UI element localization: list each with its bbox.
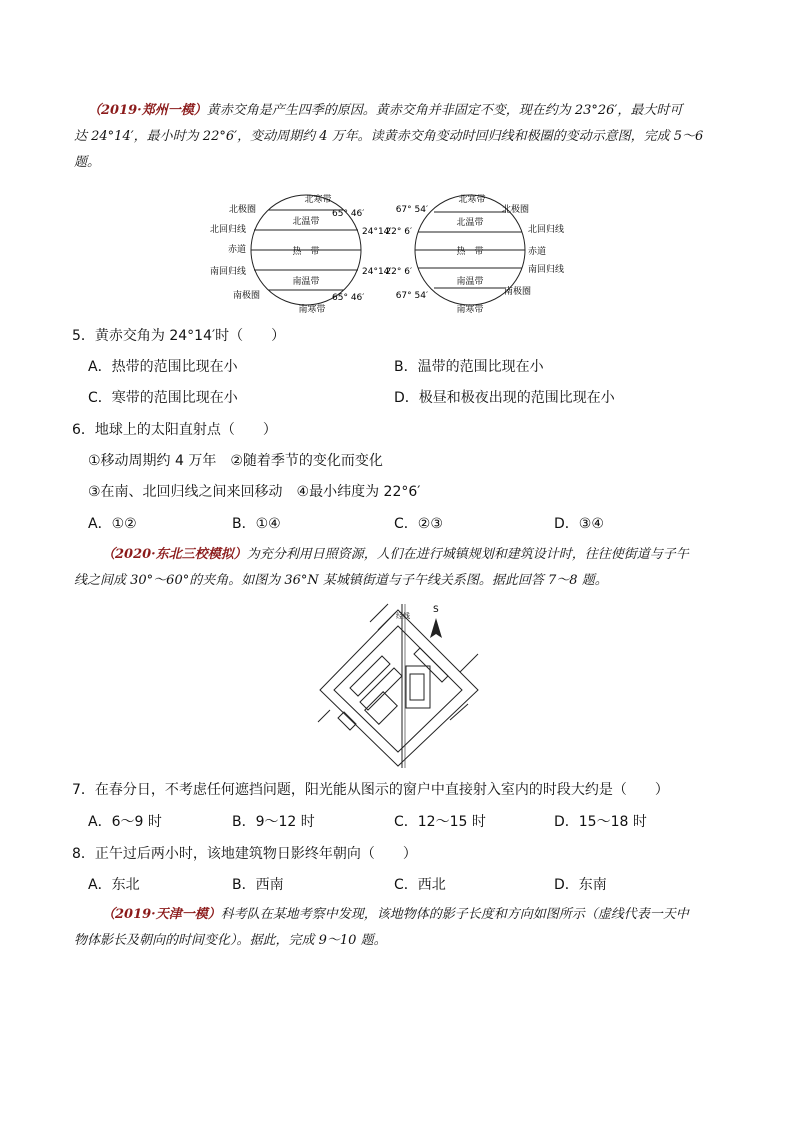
- angle-label: 24°14′: [362, 267, 392, 277]
- north-arrow-icon: [430, 605, 442, 638]
- north-label: S: [433, 605, 439, 615]
- zone-north-temperate: 北温带: [292, 217, 320, 227]
- q5-option-a: A．热带的范围比现在小: [88, 359, 238, 375]
- question-6-stem: 6．地球上的太阳直射点（ ）: [72, 422, 277, 438]
- question-8-stem: 8．正午过后两小时，该地建筑物日影终年朝向（ ）: [72, 846, 417, 862]
- label-tropic-cancer: 北回归线: [209, 225, 246, 235]
- label-tropic-capricorn: 南回归线: [528, 265, 565, 275]
- q6-option-a: A．①②: [88, 516, 137, 532]
- question-5-stem: 5．黄赤交角为 24°14′时（ ）: [72, 328, 286, 344]
- question-7-stem: 7．在春分日，不考虑任何遮挡问题，阳光能从图示的窗户中直接射入室内的时段大约是（ ）: [72, 782, 669, 798]
- label-antarctic-circle: 南极圈: [232, 291, 260, 301]
- q6-option-d: D．③④: [554, 516, 604, 532]
- angle-label: 67° 54′: [395, 291, 428, 301]
- intro-passage-2: （2020·东北三校模拟）为充分利用日照资源，人们在进行城镇规划和建筑设计时，往往使街道与子午 线之间成 30°～60°的夹角。如图为 36°N 某城镇街道与子午线关系图。据此回答 7～8 题。: [74, 547, 689, 588]
- angle-label: 24°14′: [362, 227, 392, 237]
- q8-option-d: D．东南: [554, 877, 607, 893]
- zone-north-frigid: 北寒带: [304, 195, 332, 205]
- label-arctic-circle: 北极圈: [502, 205, 530, 215]
- intro-passage-3: （2019·天津一模）科考队在某地考察中发现，该地物体的影子长度和方向如图所示（虚线代表一天中 物体影长及朝向的时间变化）。据此，完成 9～10 题。: [74, 907, 689, 948]
- label-tropic-cancer: 北回归线: [528, 225, 565, 235]
- intro-passage-1: （2019·郑州一模）黄赤交角是产生四季的原因。黄赤交角并非固定不变，现在约为 23°26′，最大时可 达 24°14′，最小时为 22°6′，变动周期约 4 万年。读黄赤交角变动时回归线和极圈的变动示意图，完成 5～6 题。: [74, 103, 704, 170]
- angle-label: 65° 46′: [332, 293, 365, 303]
- street-layout-figure: [310, 602, 490, 770]
- q5-option-c: C．寒带的范围比现在小: [88, 390, 238, 406]
- meridian-label: 经线: [396, 612, 410, 620]
- q6-option-b: B．①④: [232, 516, 281, 532]
- q8-option-c: C．西北: [394, 877, 446, 893]
- tilt-globes-figure: [209, 188, 580, 318]
- source-tag: （2019·天津一模）: [102, 907, 221, 922]
- angle-label: 65° 46′: [332, 209, 365, 219]
- source-tag: （2019·郑州一模）: [88, 103, 207, 118]
- q7-option-d: D．15～18 时: [554, 814, 647, 830]
- q7-option-a: A．6～9 时: [88, 814, 162, 830]
- label-antarctic-circle: 南极圈: [504, 287, 532, 297]
- q7-option-c: C．12～15 时: [394, 814, 486, 830]
- zone-south-temperate: 南温带: [292, 277, 320, 287]
- source-tag: （2020·东北三校模拟）: [102, 547, 247, 562]
- angle-label: 22° 6′: [385, 227, 412, 237]
- label-arctic-circle: 北极圈: [228, 205, 256, 215]
- label-equator: 赤道: [528, 247, 547, 257]
- label-tropic-capricorn: 南回归线: [209, 267, 246, 277]
- q5-option-b: B．温带的范围比现在小: [394, 359, 544, 375]
- zone-south-frigid: 南寒带: [298, 305, 326, 315]
- q5-option-d: D．极昼和极夜出现的范围比现在小: [394, 390, 615, 406]
- q8-option-a: A．东北: [88, 877, 140, 893]
- globe-left: [210, 193, 391, 315]
- zone-south-temperate: 南温带: [456, 277, 484, 287]
- zone-south-frigid: 南寒带: [456, 305, 484, 315]
- q7-option-b: B．9～12 时: [232, 814, 315, 830]
- globe-right: [385, 193, 564, 315]
- q8-option-b: B．西南: [232, 877, 284, 893]
- zone-north-frigid: 北寒带: [458, 195, 486, 205]
- q6-option-c: C．②③: [394, 516, 443, 532]
- angle-label: 67° 54′: [395, 205, 428, 215]
- label-equator: 赤道: [227, 245, 246, 255]
- zone-tropical: 热 带: [456, 247, 484, 257]
- q6-statements-1: ①移动周期约 4 万年 ②随着季节的变化而变化: [88, 453, 383, 469]
- zone-north-temperate: 北温带: [456, 218, 484, 228]
- q6-statements-2: ③在南、北回归线之间来回移动 ④最小纬度为 22°6′: [88, 484, 421, 500]
- angle-label: 22° 6′: [385, 267, 412, 277]
- zone-tropical: 热 带: [292, 247, 320, 257]
